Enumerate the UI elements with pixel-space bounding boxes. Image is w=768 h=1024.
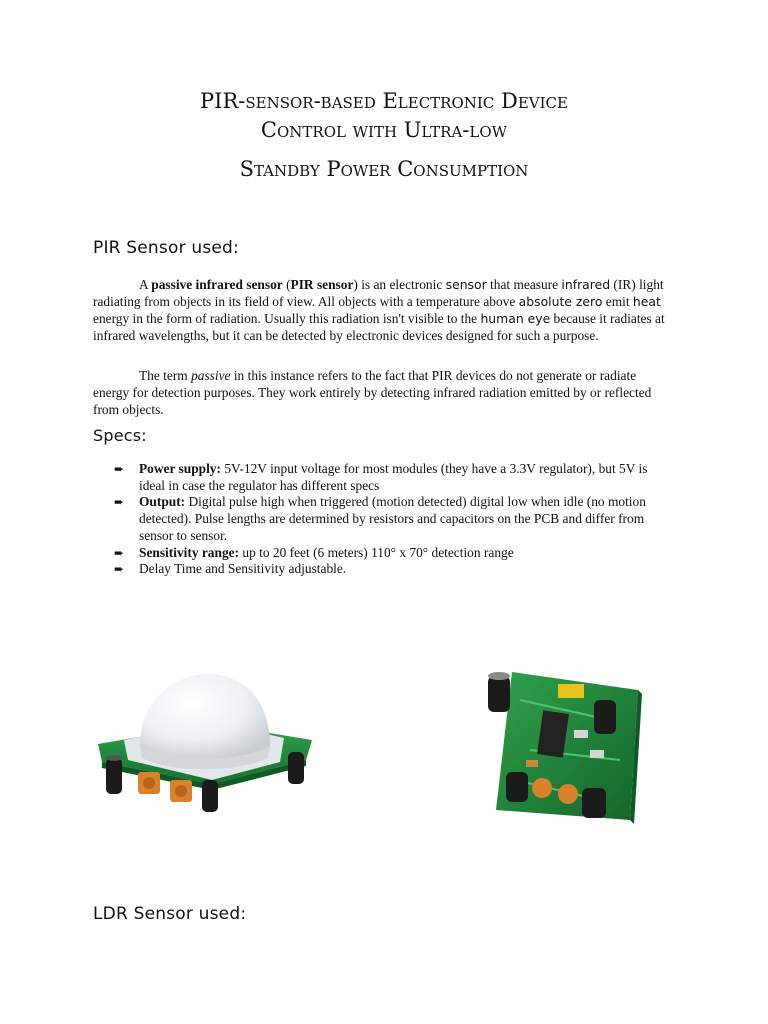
arrow-bullet-icon: ➨: [114, 545, 125, 560]
link-infrared[interactable]: infrared: [561, 277, 611, 292]
link-heat[interactable]: heat: [632, 294, 661, 309]
pir-sensor-heading: PIR Sensor used:: [93, 238, 239, 258]
pir-module-back-illustration: [470, 660, 650, 825]
doc-title-line-2: Control with Ultra-low: [260, 118, 508, 142]
arrow-bullet-icon: ➨: [114, 462, 125, 476]
pir-module-front-image: [94, 662, 316, 830]
doc-title-line-1: PIR-sensor-based Electronic Device: [200, 89, 568, 113]
arrow-bullet-icon: ➨: [114, 495, 125, 510]
specs-list: [114, 461, 674, 578]
link-absolute-zero[interactable]: absolute zero: [518, 294, 603, 309]
pir-description-paragraph: A passive infrared sensor (PIR sensor) is an electronic sensor that measure infrared (IR) light radiating from objects in its field of view. All objects with a temperature above absolute zero emit heat energy in the form of radiation. Usually this radiation isn't visible to the human eye because it radiates at infrared wavelengths, but it can be detected by electronic devices designed for such a purpose.: [93, 277, 665, 343]
list-item: ➨ Power supply: 5V-12V input voltage for most modules (they have a 3.3V regulator), but 5V is ideal in case the regulator has different specs: [114, 461, 648, 493]
list-item: ➨ Sensitivity range: up to 20 feet (6 meters) 110° x 70° detection range: [114, 544, 514, 560]
link-sensor[interactable]: sensor: [445, 277, 487, 292]
doc-title-line-3: Standby Power Consumption: [239, 157, 529, 181]
ldr-sensor-heading: LDR Sensor used:: [93, 904, 247, 924]
specs-heading: Specs:: [93, 426, 147, 445]
list-item: ➨ Delay Time and Sensitivity adjustable.: [114, 561, 347, 577]
list-item: ➨ Output: Digital pulse high when triggered (motion detected) digital low when idle (no motion detected). Pulse lengths are determined by resistors and capacitors on the PCB and differ from sensor to sensor.: [114, 494, 646, 543]
arrow-bullet-icon: ➨: [114, 562, 125, 577]
link-human-eye[interactable]: human eye: [480, 311, 551, 326]
pir-module-back-image: [470, 660, 650, 825]
passive-term-paragraph: The term passive in this instance refers to the fact that PIR devices do not generate or radiate energy for detection purposes. They work entirely by detecting infrared radiation emitted by or reflected from objects.: [93, 368, 652, 417]
pir-module-front-illustration: [94, 662, 316, 830]
